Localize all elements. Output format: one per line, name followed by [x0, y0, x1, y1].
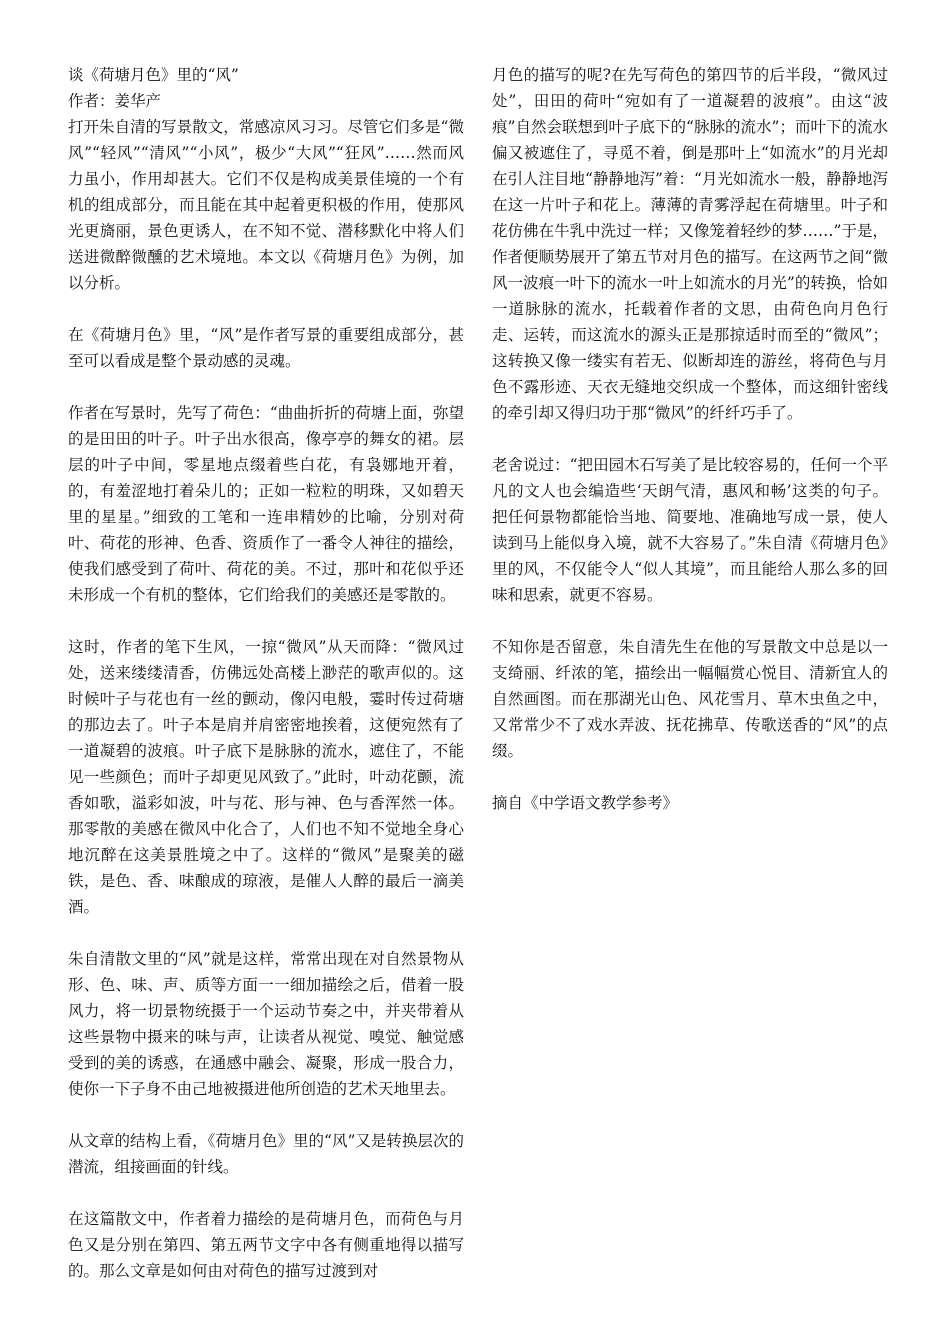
paragraph-transition-part2: 月色的描写的呢?在先写荷色的第四节的后半段，“微风过处”，田田的荷叶“宛如有了一道凝碧的波痕”。由这“波痕”自然会联想到叶子底下的“脉脉的流水”；而叶下的流水偏又被遮住了，寻觅不着，倒是那叶上“如流水”的月光却在引人注目地“静静地泻”着：“月光如流水一般，静静地泻在这一片叶子和花上。薄薄的青雾浮起在荷塘里。叶子和花仿佛在牛乳中洗过一样；又像笼着轻纱的梦……”于是，作者便顺势展开了第五节对月色的描写。在这两节之间“微风一波痕一叶下的流水一叶上如流水的月光”的转换，恰如一道脉脉的流水，托载着作者的文思，由荷色向月色行走、运转，而这流水的源头正是那掠适时而至的“微风”；这转换又像一缕实有若无、似断却连的游丝，将荷色与月色不露形迹、天衣无缝地交织成一个整体，而这细针密线的牵引却又得归功于那“微风”的纤纤巧手了。: [492, 66, 888, 422]
paragraph-transition-part1: 在这篇散文中，作者着力描绘的是荷塘月色，而荷色与月色又是分别在第四、第五两节文字中各有侧重地得以描写的。那么文章是如何由对荷色的描写过渡到对: [68, 1210, 464, 1280]
paragraph-lotus-color: 作者在写景时，先写了荷色：“曲曲折折的荷塘上面，弥望的是田田的叶子。叶子出水很高，像亭亭的舞女的裙。层层的叶子中间，零星地点缀着些白花，有袅娜地开着，的，有羞涩地打着朵儿的；正如一粒粒的明珠，又如碧天里的星星。”细致的工笔和一连串精妙的比喻，分别对荷叶、荷花的形神、色香、资质作了一番令人神往的描绘，使我们感受到了荷叶、荷花的美。不过，那叶和花似乎还未形成一个有机的整体，它们给我们的美感还是零散的。: [68, 404, 464, 604]
source-line: 摘自《中学语文教学参考》: [492, 794, 679, 812]
paragraph-conclusion: 不知你是否留意，朱自清先生在他的写景散文中总是以一支绮丽、纤浓的笔，描绘出一幅幅赏心悦目、清新宜人的自然画图。而在那湖光山色、风花雪月、草木虫鱼之中，又常常少不了戏水弄波、抚花拂草、传歌送香的“风”的点缀。: [492, 638, 888, 760]
left-column: [68, 62, 464, 1284]
paragraph-structure: 从文章的结构上看，《荷塘月色》里的“风”又是转换层次的潜流，组接画面的针线。: [68, 1132, 464, 1176]
author-line: 作者：姜华产: [68, 92, 162, 110]
paragraph-zhu-wind: 朱自清散文里的“风”就是这样，常常出现在对自然景物从形、色、味、声、质等方面一一细加描绘之后，借着一股风力，将一切景物统摄于一个运动节奏之中，并夹带着从这些景物中摄来的味与声，让读者从视觉、嗅觉、触觉感受到的美的诱惑，在通感中融会、凝聚，形成一股合力，使你一下子身不由己地被摄进他所创造的艺术天地里去。: [68, 950, 464, 1098]
paragraph-breeze: 这时，作者的笔下生风，一掠“微风”从天而降：“微风过处，送来缕缕清香，仿佛远处高楼上渺茫的歌声似的。这时候叶子与花也有一丝的颤动，像闪电般，霎时传过荷塘的那边去了。叶子本是肩并肩密密地挨着，这便宛然有了一道凝碧的波痕。叶子底下是脉脉的流水，遮住了，不能见一些颜色；而叶子却更见风致了。”此时，叶动花颤，流香如歌，溢彩如波，叶与花、形与神、色与香浑然一体。那零散的美感在微风中化合了，人们也不知不觉地全身心地沉醉在这美景胜境之中了。这样的“微风”是聚美的磁铁，是色、香、味酿成的琼液，是催人人醉的最后一滴美酒。: [68, 638, 464, 916]
paragraph-wind-soul: 在《荷塘月色》里，“风”是作者写景的重要组成部分，甚至可以看成是整个景动感的灵魂。: [68, 326, 464, 370]
right-column: [492, 62, 888, 816]
paragraph-laoshe-quote: 老舍说过：“把田园木石写美了是比较容易的，任何一个平凡的文人也会编造些‘天朗气清，惠风和畅’这类的句子。把任何景物都能恰当地、简要地、准确地写成一景，使人读到马上能似身入境，就不大容易了。”朱自清《荷塘月色》里的风，不仅能令人“似人其境”，而且能给人那么多的回味和思索，就更不容易。: [492, 456, 888, 604]
paragraph-intro: 打开朱自清的写景散文，常感凉风习习。尽管它们多是“微风”“轻风”“清风”“小风”，极少“大风”“狂风”……然而风力虽小，作用却甚大。它们不仅是构成美景佳境的一个有机的组成部分，而且能在其中起着更积极的作用，使那风光更旖丽，景色更诱人，在不知不觉、潜移默化中将人们送进微醉微醺的艺术境地。本文以《荷塘月色》为例，加以分析。: [68, 118, 464, 292]
article-title: 谈《荷塘月色》里的“风”: [68, 66, 239, 84]
